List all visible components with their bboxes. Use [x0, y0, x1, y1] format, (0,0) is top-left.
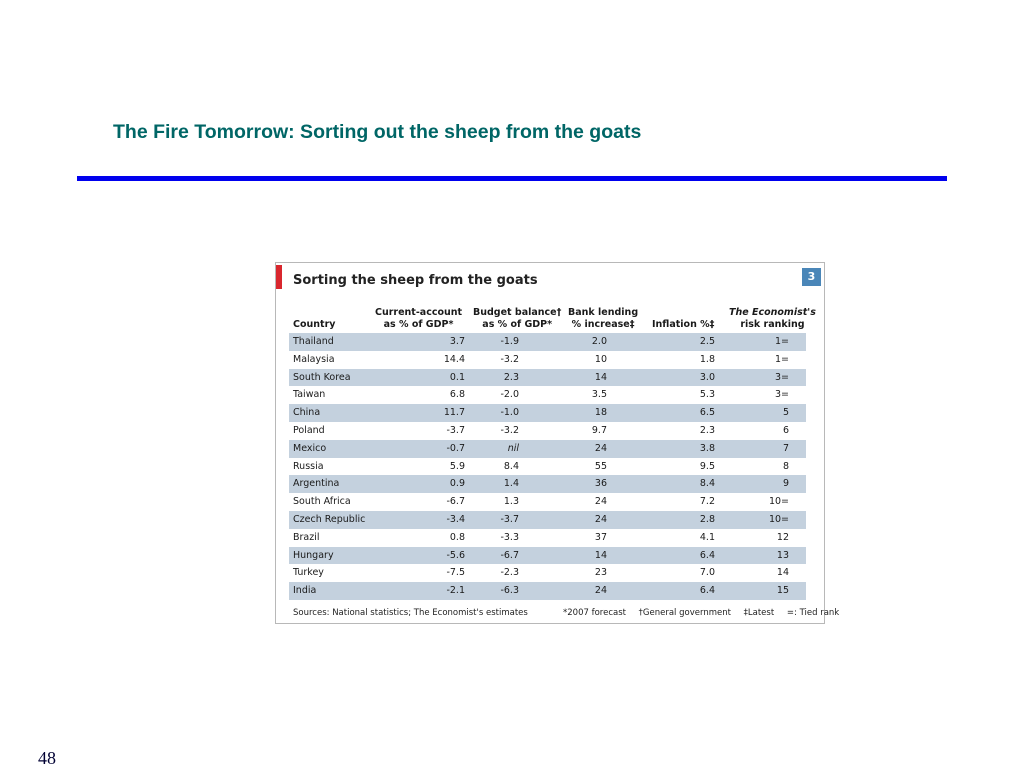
- cell-inflation: 7.0: [699, 567, 715, 579]
- table-row: [289, 333, 806, 351]
- cell-country: South Korea: [293, 371, 351, 383]
- cell-budget-balance: -3.7: [500, 513, 519, 525]
- table-row: [289, 547, 806, 565]
- table-body: [289, 333, 806, 600]
- cell-inflation: 5.3: [699, 389, 715, 401]
- cell-country: Poland: [293, 424, 325, 436]
- cell-bank-lending: 2.0: [591, 336, 607, 347]
- cell-bank-lending: 9.7: [591, 424, 607, 436]
- cell-budget-balance: -6.3: [500, 585, 519, 597]
- cell-bank-lending: 55: [594, 460, 607, 472]
- cell-budget-balance: -6.7: [500, 549, 519, 561]
- table-row: [289, 404, 806, 422]
- cell-current-account: -3.4: [446, 513, 465, 525]
- cell-country: Taiwan: [293, 389, 326, 401]
- cell-country: South Africa: [293, 496, 351, 508]
- cell-risk-ranking: 6: [782, 424, 789, 436]
- cell-risk-ranking: 3=: [774, 371, 789, 383]
- footnote-latest: ‡Latest: [743, 608, 775, 618]
- cell-country: Malaysia: [293, 353, 335, 365]
- cell-bank-lending: 24: [594, 496, 607, 508]
- cell-current-account: 0.1: [449, 371, 465, 383]
- cell-bank-lending: 10: [594, 353, 607, 365]
- figure-footer: [293, 608, 840, 618]
- column-header-budget-balance: Budget balance† as % of GDP*: [473, 307, 562, 330]
- data-table-figure: [275, 262, 840, 624]
- cell-inflation: 6.4: [699, 549, 715, 561]
- page-number: 48: [38, 748, 56, 768]
- cell-country: India: [293, 585, 317, 597]
- cell-inflation: 9.5: [699, 460, 715, 472]
- cell-budget-balance: -3.2: [500, 353, 519, 365]
- cell-inflation: 8.4: [699, 478, 715, 490]
- cell-current-account: -7.5: [446, 567, 465, 579]
- table-row: [289, 529, 806, 547]
- table-row: [289, 369, 806, 387]
- cell-budget-balance: 8.4: [503, 460, 519, 472]
- cell-country: Thailand: [293, 336, 334, 347]
- cell-country: Argentina: [293, 478, 340, 490]
- cell-risk-ranking: 5: [782, 407, 789, 419]
- title-divider: [77, 176, 947, 181]
- cell-bank-lending: 24: [594, 442, 607, 454]
- accent-bar: [276, 265, 282, 289]
- cell-bank-lending: 3.5: [591, 389, 607, 401]
- column-header-risk-ranking: The Economist's risk ranking: [729, 307, 816, 330]
- cell-budget-balance: 1.3: [503, 496, 519, 508]
- cell-budget-balance: -1.9: [500, 336, 519, 347]
- cell-bank-lending: 23: [594, 567, 607, 579]
- cell-bank-lending: 37: [594, 531, 607, 543]
- cell-current-account: -6.7: [446, 496, 465, 508]
- cell-risk-ranking: 14: [776, 567, 789, 579]
- table-row: [289, 351, 806, 369]
- footnotes: [563, 608, 839, 618]
- cell-risk-ranking: 3=: [774, 389, 789, 401]
- cell-risk-ranking: 10=: [768, 496, 789, 508]
- cell-risk-ranking: 10=: [768, 513, 789, 525]
- cell-current-account: 14.4: [443, 353, 465, 365]
- table-row: [289, 386, 806, 404]
- table-row: [289, 475, 806, 493]
- slide-title: The Fire Tomorrow: Sorting out the sheep from the goats: [113, 121, 642, 143]
- cell-inflation: 2.8: [699, 513, 715, 525]
- table-row: [289, 422, 806, 440]
- cell-inflation: 4.1: [699, 531, 715, 543]
- table-row: [289, 582, 806, 600]
- cell-inflation: 7.2: [699, 496, 715, 508]
- cell-budget-balance: 2.3: [503, 371, 519, 383]
- cell-risk-ranking: 1=: [774, 336, 789, 347]
- cell-current-account: 3.7: [449, 336, 465, 347]
- cell-risk-ranking: 8: [782, 460, 789, 472]
- column-header-current-account: Current-account as % of GDP*: [375, 307, 463, 330]
- cell-risk-ranking: 7: [782, 442, 789, 454]
- footnote-government: †General government: [638, 608, 731, 618]
- cell-current-account: 6.8: [449, 389, 465, 401]
- cell-inflation: 1.8: [699, 353, 715, 365]
- cell-inflation: 3.8: [699, 442, 715, 454]
- cell-budget-balance: -2.0: [500, 389, 519, 401]
- table-row: [289, 493, 806, 511]
- cell-inflation: 3.0: [699, 371, 715, 383]
- figure-number-badge: 3: [802, 268, 821, 286]
- cell-current-account: -2.1: [446, 585, 465, 597]
- cell-budget-balance: 1.4: [503, 478, 519, 490]
- cell-risk-ranking: 13: [776, 549, 789, 561]
- cell-current-account: 0.9: [449, 478, 465, 490]
- table-header: Country Current-account as % of GDP* Budget balance† as % of GDP* Bank lending % increase‡ Inflation %‡ The Economist's risk ranking: [293, 307, 816, 330]
- cell-bank-lending: 14: [594, 371, 607, 383]
- cell-current-account: 11.7: [443, 407, 465, 419]
- cell-risk-ranking: 12: [776, 531, 789, 543]
- cell-risk-ranking: 9: [782, 478, 789, 490]
- cell-current-account: 5.9: [449, 460, 465, 472]
- cell-inflation: 6.5: [699, 407, 715, 419]
- cell-budget-balance: -3.2: [500, 424, 519, 436]
- column-header-bank-lending: Bank lending % increase‡: [568, 307, 639, 330]
- table-row: [289, 458, 806, 476]
- cell-country: Brazil: [293, 531, 320, 543]
- cell-country: Hungary: [293, 549, 334, 561]
- cell-current-account: -5.6: [446, 549, 465, 561]
- cell-bank-lending: 24: [594, 513, 607, 525]
- cell-country: Mexico: [293, 442, 327, 454]
- table-row: [289, 564, 806, 582]
- cell-bank-lending: 36: [594, 478, 607, 490]
- cell-country: China: [293, 407, 321, 419]
- cell-bank-lending: 18: [594, 407, 607, 419]
- cell-inflation: 2.3: [699, 424, 715, 436]
- cell-budget-balance: -2.3: [500, 567, 519, 579]
- cell-country: Turkey: [293, 567, 324, 579]
- footnote-forecast: *2007 forecast: [563, 608, 626, 618]
- cell-country: Russia: [293, 460, 324, 472]
- table-row: [289, 440, 806, 458]
- cell-budget-balance: -1.0: [500, 407, 519, 419]
- cell-risk-ranking: 15: [776, 585, 789, 597]
- cell-current-account: -0.7: [446, 442, 465, 454]
- cell-bank-lending: 24: [594, 585, 607, 597]
- table-row: [289, 511, 806, 529]
- cell-bank-lending: 14: [594, 549, 607, 561]
- cell-risk-ranking: 1=: [774, 353, 789, 365]
- cell-budget-balance: nil: [507, 442, 519, 454]
- cell-current-account: -3.7: [446, 424, 465, 436]
- cell-inflation: 2.5: [699, 336, 715, 347]
- cell-inflation: 6.4: [699, 585, 715, 597]
- cell-budget-balance: -3.3: [500, 531, 519, 543]
- figure-title: Sorting the sheep from the goats: [293, 273, 538, 288]
- column-header-inflation: Inflation %‡: [652, 319, 715, 330]
- sources-note: Sources: National statistics; The Economist's estimates: [293, 608, 528, 618]
- cell-current-account: 0.8: [449, 531, 465, 543]
- cell-country: Czech Republic: [293, 513, 366, 525]
- footnote-tied-rank: =: Tied rank: [786, 608, 840, 618]
